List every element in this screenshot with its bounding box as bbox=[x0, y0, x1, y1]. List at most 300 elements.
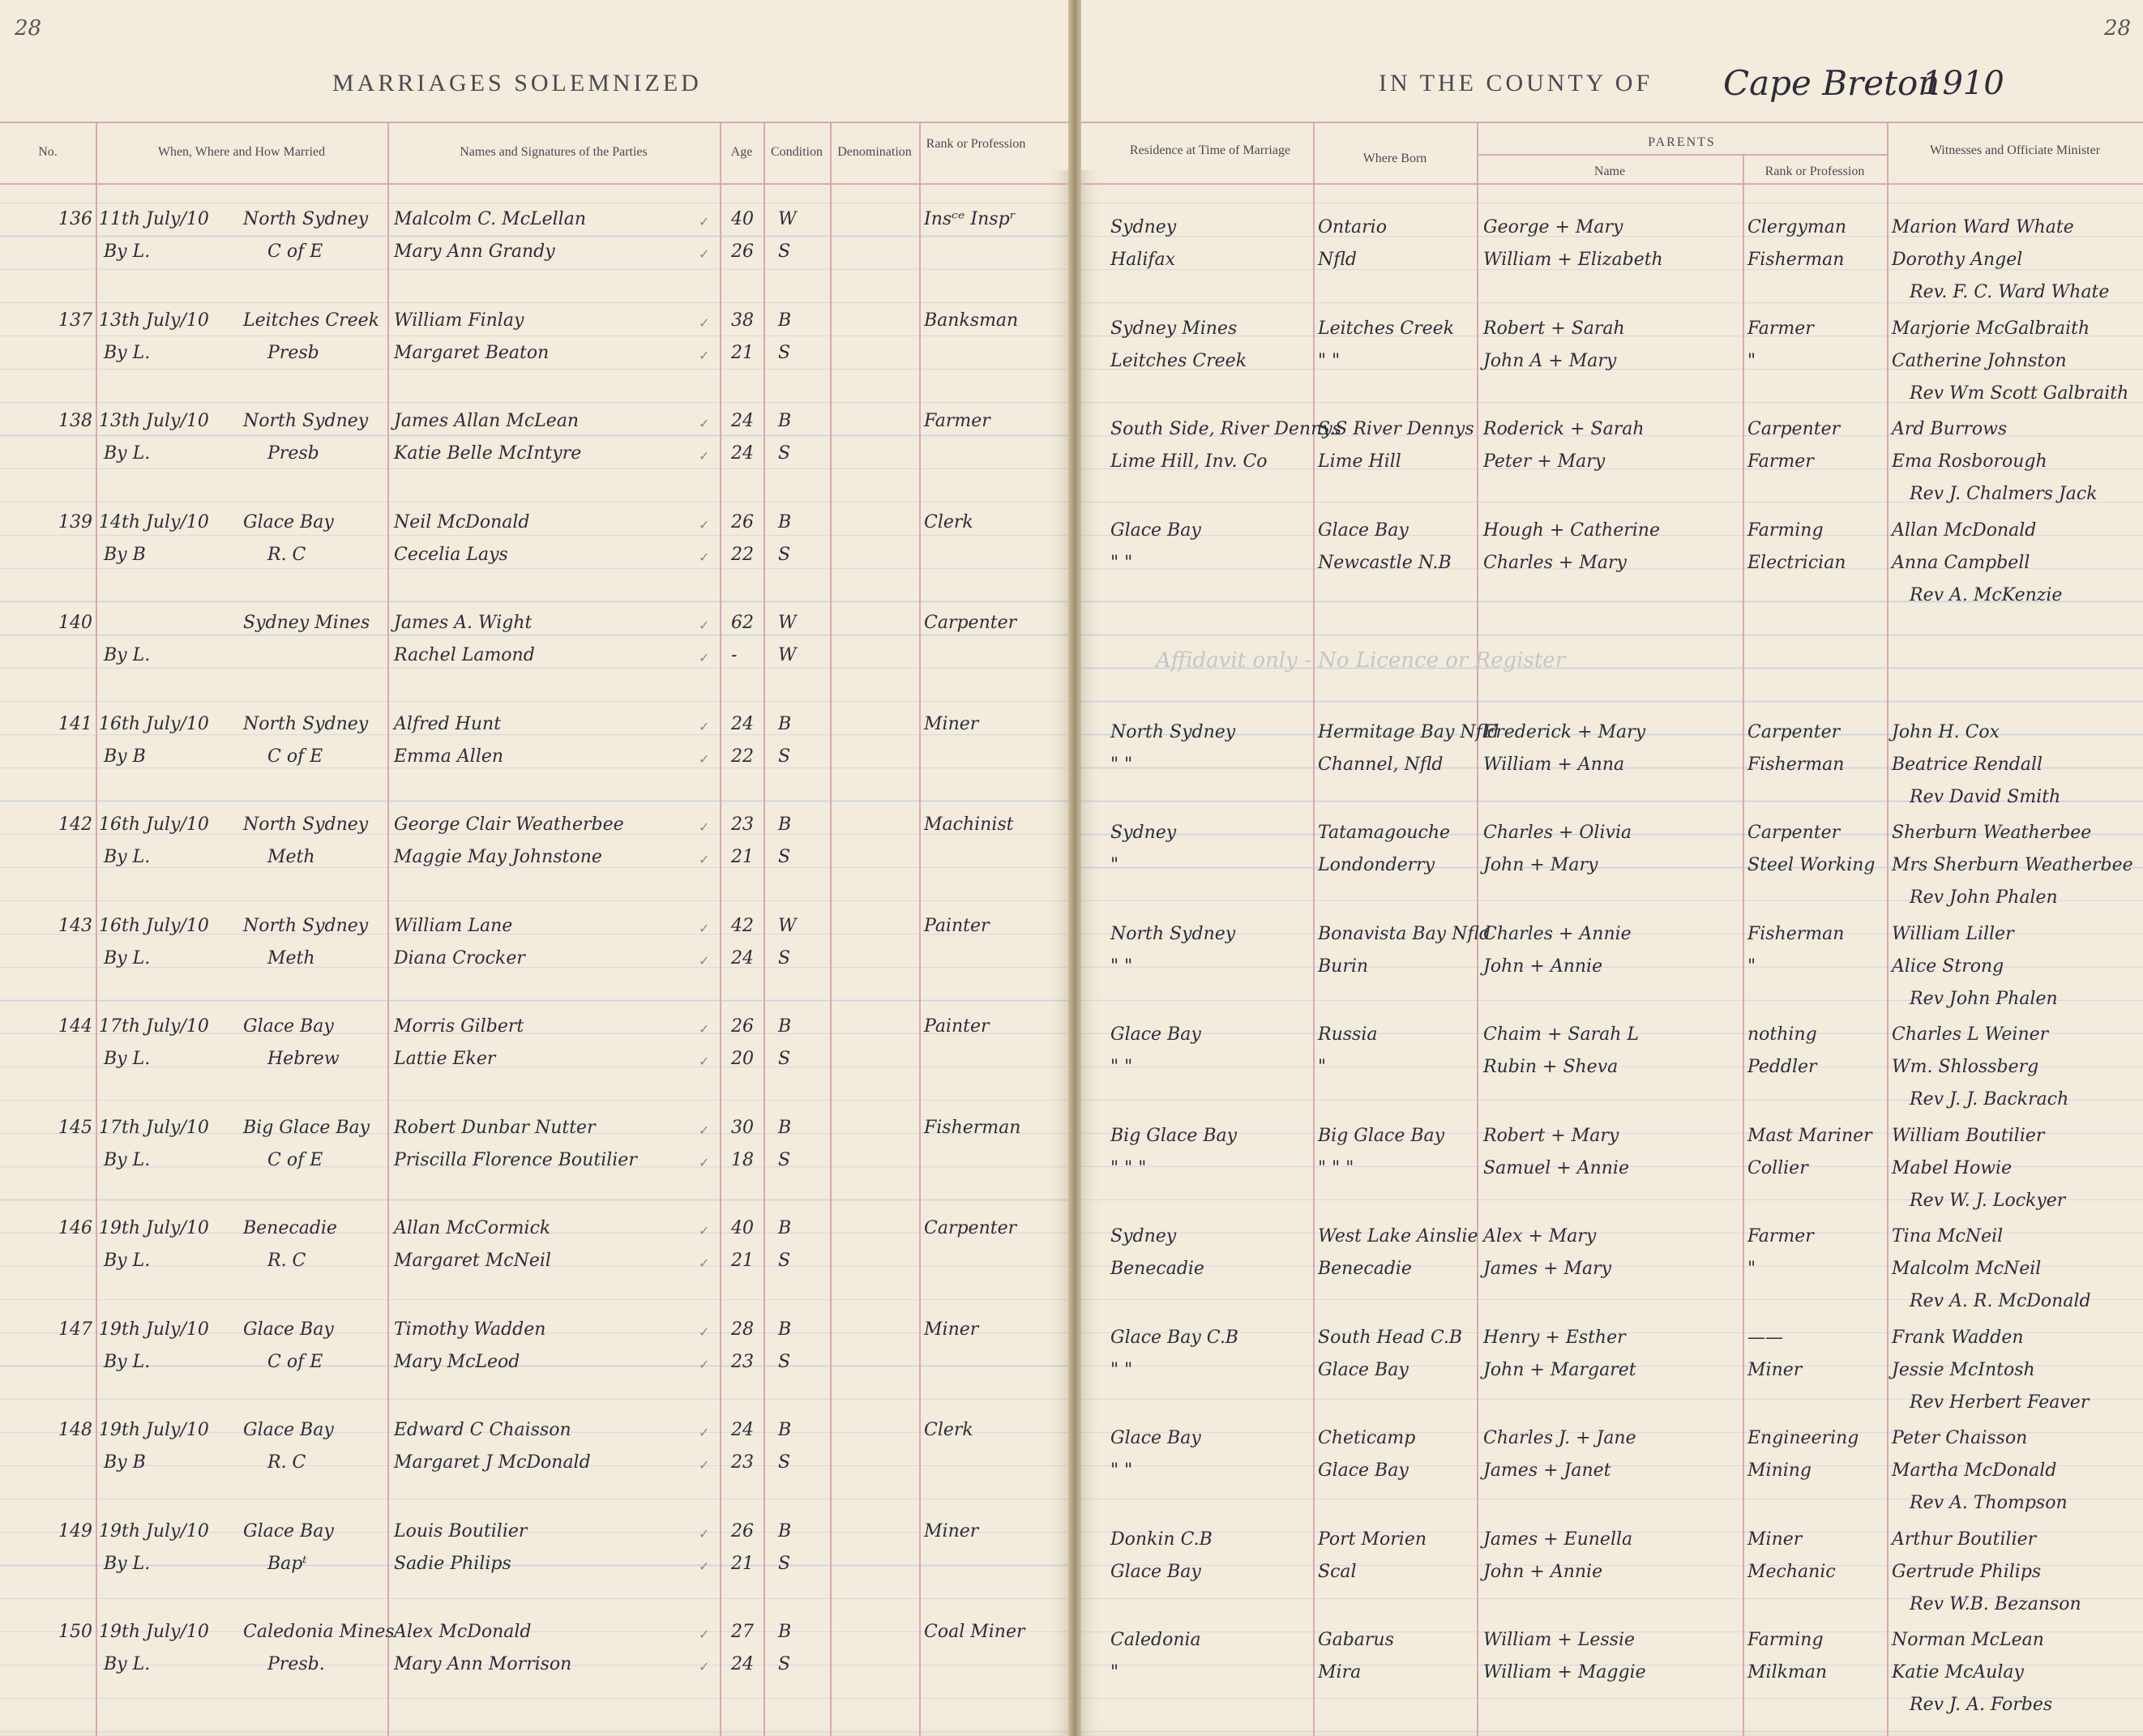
groom-birthplace: Leitches Creek bbox=[1318, 319, 1455, 339]
groom-rank-profession: Coal Miner bbox=[924, 1622, 1025, 1642]
bride-condition: S bbox=[778, 545, 791, 565]
groom-rank-profession: Miner bbox=[924, 714, 979, 734]
marriage-date: 14th July/10 bbox=[99, 512, 209, 532]
book-spine bbox=[1068, 0, 1081, 1736]
groom-residence: North Sydney bbox=[1110, 924, 1236, 944]
marriage-method: By L. bbox=[104, 1654, 151, 1674]
bride-residence: Halifax bbox=[1110, 250, 1176, 270]
groom-rank-profession: Miner bbox=[924, 1521, 979, 1541]
bride-condition: S bbox=[778, 1352, 791, 1372]
witness-1: Tina McNeil bbox=[1892, 1226, 2004, 1246]
col-header-parents-rank: Rank or Profession bbox=[1764, 165, 1865, 178]
marriage-method: By L. bbox=[104, 847, 151, 867]
groom-condition: B bbox=[778, 1319, 792, 1340]
groom-parents-rank: Carpenter bbox=[1747, 823, 1841, 843]
bride-name: Margaret J McDonald bbox=[394, 1452, 591, 1473]
marriage-date: 19th July/10 bbox=[99, 1319, 209, 1340]
bride-name: Mary McLeod bbox=[394, 1352, 520, 1372]
check-mark-icon: ✓ bbox=[699, 1627, 710, 1642]
bride-age: 21 bbox=[731, 847, 754, 867]
bride-residence: Benecadie bbox=[1110, 1259, 1204, 1279]
marriage-date: 17th July/10 bbox=[99, 1118, 209, 1138]
groom-parents-rank: Miner bbox=[1747, 1529, 1803, 1550]
marriage-denomination: Meth bbox=[267, 948, 315, 968]
groom-age: 40 bbox=[731, 209, 754, 229]
bride-parents-rank: Miner bbox=[1747, 1360, 1803, 1380]
groom-parents-rank: Farming bbox=[1747, 520, 1824, 541]
groom-parents-rank: Carpenter bbox=[1747, 722, 1841, 742]
bride-age: 20 bbox=[731, 1049, 754, 1069]
groom-name: James Allan McLean bbox=[394, 411, 580, 431]
groom-birthplace: Cheticamp bbox=[1318, 1428, 1416, 1448]
witness-1: Sherburn Weatherbee bbox=[1892, 823, 2092, 843]
bride-age: 18 bbox=[731, 1150, 754, 1170]
bride-condition: S bbox=[778, 443, 791, 464]
groom-parents-names: Charles + Annie bbox=[1483, 924, 1632, 944]
marriage-place: Glace Bay bbox=[243, 1016, 334, 1037]
bride-condition: S bbox=[778, 746, 791, 767]
marriage-date: 16th July/10 bbox=[99, 815, 209, 835]
groom-name: Timothy Wadden bbox=[394, 1319, 546, 1340]
officiating-minister: Rev David Smith bbox=[1910, 787, 2061, 807]
groom-parents-names: Robert + Mary bbox=[1483, 1126, 1619, 1146]
marriage-date: 11th July/10 bbox=[99, 209, 209, 229]
register-year: 1910 bbox=[1922, 65, 2004, 102]
bride-residence: " " bbox=[1110, 755, 1133, 775]
col-header-parents-name: Name bbox=[1593, 165, 1626, 178]
marriage-denomination: Presb bbox=[267, 343, 319, 363]
col-header-age: Age bbox=[730, 145, 753, 159]
witness-2: Jessie McIntosh bbox=[1892, 1360, 2035, 1380]
witness-2: Ema Rosborough bbox=[1892, 451, 2047, 472]
groom-name: Neil McDonald bbox=[394, 512, 530, 532]
bride-parents-rank: Electrician bbox=[1747, 553, 1846, 573]
bride-age: 22 bbox=[731, 545, 754, 565]
groom-birthplace: Glace Bay bbox=[1318, 520, 1409, 541]
groom-birthplace: Tatamagouche bbox=[1318, 823, 1451, 843]
bride-birthplace: Lime Hill bbox=[1318, 451, 1401, 472]
col-header-condition: Condition bbox=[770, 145, 823, 159]
groom-age: 28 bbox=[731, 1319, 754, 1340]
groom-residence: Sydney bbox=[1110, 217, 1177, 237]
check-mark-icon: ✓ bbox=[699, 1457, 710, 1473]
officiating-minister: Rev A. Thompson bbox=[1910, 1493, 2068, 1513]
marriage-date: 13th July/10 bbox=[99, 411, 209, 431]
groom-birthplace: West Lake Ainslie bbox=[1318, 1226, 1478, 1246]
marriage-place: Glace Bay bbox=[243, 1319, 334, 1340]
groom-rank-profession: Clerk bbox=[924, 1420, 973, 1440]
witness-2: Beatrice Rendall bbox=[1892, 755, 2043, 775]
marriage-denomination: Hebrew bbox=[267, 1049, 340, 1069]
marriage-place: North Sydney bbox=[243, 411, 369, 431]
marriage-date: 19th July/10 bbox=[99, 1218, 209, 1238]
bride-parents-rank: Fisherman bbox=[1747, 755, 1845, 775]
bride-birthplace: " bbox=[1318, 1057, 1327, 1077]
bride-name: Sadie Philips bbox=[394, 1554, 511, 1574]
groom-age: 24 bbox=[731, 411, 754, 431]
marriage-method: By B bbox=[104, 545, 146, 565]
column-rule bbox=[1313, 122, 1315, 1736]
officiating-minister: Rev J. A. Forbes bbox=[1910, 1695, 2053, 1715]
witness-1: Allan McDonald bbox=[1892, 520, 2037, 541]
marriage-method: By B bbox=[104, 1452, 146, 1473]
left-page-number: 28 bbox=[15, 16, 42, 41]
col-header-witnesses: Witnesses and Officiate Minister bbox=[1929, 143, 2101, 157]
bride-birthplace: Burin bbox=[1318, 956, 1369, 977]
officiating-minister: Rev. F. C. Ward Whate bbox=[1910, 282, 2110, 302]
witness-2: Wm. Shlossberg bbox=[1892, 1057, 2039, 1077]
officiating-minister: Rev Herbert Feaver bbox=[1910, 1392, 2090, 1413]
groom-age: 26 bbox=[731, 512, 754, 532]
column-rule bbox=[764, 122, 765, 1736]
bride-parents-names: Rubin + Sheva bbox=[1483, 1057, 1619, 1077]
bride-parents-names: James + Mary bbox=[1483, 1259, 1612, 1279]
marriage-denomination: C of E bbox=[267, 1352, 323, 1372]
groom-parents-names: Charles J. + Jane bbox=[1483, 1428, 1636, 1448]
check-mark-icon: ✓ bbox=[699, 1054, 710, 1069]
column-rule bbox=[720, 122, 721, 1736]
bride-parents-names: John + Margaret bbox=[1483, 1360, 1636, 1380]
groom-parents-names: Roderick + Sarah bbox=[1483, 419, 1645, 439]
groom-condition: B bbox=[778, 512, 792, 532]
groom-birthplace: Bonavista Bay Nfld bbox=[1318, 924, 1491, 944]
check-mark-icon: ✓ bbox=[699, 751, 710, 767]
groom-age: 40 bbox=[731, 1218, 754, 1238]
groom-name: Allan McCormick bbox=[394, 1218, 551, 1238]
groom-parents-names: Robert + Sarah bbox=[1483, 319, 1625, 339]
bride-birthplace: " " " bbox=[1318, 1158, 1354, 1178]
check-mark-icon: ✓ bbox=[699, 517, 710, 532]
bride-parents-rank: Collier bbox=[1747, 1158, 1808, 1178]
marriage-place: North Sydney bbox=[243, 209, 369, 229]
check-mark-icon: ✓ bbox=[699, 1155, 710, 1170]
column-rule bbox=[1887, 122, 1888, 1736]
check-mark-icon: ✓ bbox=[699, 416, 710, 431]
check-mark-icon: ✓ bbox=[699, 921, 710, 936]
marriage-place: North Sydney bbox=[243, 815, 369, 835]
groom-residence: Caledonia bbox=[1110, 1630, 1201, 1650]
witness-2: Gertrude Philips bbox=[1892, 1562, 2042, 1582]
groom-name: Louis Boutilier bbox=[394, 1521, 528, 1541]
check-mark-icon: ✓ bbox=[699, 719, 710, 734]
officiating-minister: Rev J. J. Backrach bbox=[1910, 1089, 2069, 1110]
bride-parents-names: James + Janet bbox=[1483, 1460, 1611, 1481]
bride-parents-rank: Mining bbox=[1747, 1460, 1812, 1481]
bride-parents-names: William + Elizabeth bbox=[1483, 250, 1663, 270]
witness-2: Mrs Sherburn Weatherbee bbox=[1892, 855, 2133, 875]
bride-parents-rank: " bbox=[1747, 1259, 1756, 1279]
groom-age: 23 bbox=[731, 815, 754, 835]
bride-age: 24 bbox=[731, 948, 754, 968]
bride-parents-rank: Milkman bbox=[1747, 1662, 1828, 1683]
bride-residence: " " bbox=[1110, 1057, 1133, 1077]
bride-age: 23 bbox=[731, 1352, 754, 1372]
affidavit-note: Affidavit only - No Licence or Register bbox=[1156, 648, 1566, 673]
groom-rank-profession: Carpenter bbox=[924, 1218, 1017, 1238]
bride-parents-names: William + Anna bbox=[1483, 755, 1625, 775]
bride-birthplace: Mira bbox=[1318, 1662, 1362, 1683]
witness-1: William Liller bbox=[1892, 924, 2014, 944]
bride-name: Priscilla Florence Boutilier bbox=[394, 1150, 637, 1170]
marriage-date: 16th July/10 bbox=[99, 916, 209, 936]
witness-1: Norman McLean bbox=[1892, 1630, 2044, 1650]
groom-name: Robert Dunbar Nutter bbox=[394, 1118, 596, 1138]
bride-age: 21 bbox=[731, 1554, 754, 1574]
marriage-denomination: C of E bbox=[267, 1150, 323, 1170]
marriage-date: 19th July/10 bbox=[99, 1622, 209, 1642]
groom-name: George Clair Weatherbee bbox=[394, 815, 624, 835]
bride-name: Maggie May Johnstone bbox=[394, 847, 602, 867]
groom-condition: B bbox=[778, 1622, 792, 1642]
county-name: Cape Breton bbox=[1723, 63, 1940, 103]
witness-2: Mabel Howie bbox=[1892, 1158, 2013, 1178]
groom-birthplace: Ontario bbox=[1318, 217, 1387, 237]
bride-parents-names: William + Maggie bbox=[1483, 1662, 1646, 1683]
bride-name: Cecelia Lays bbox=[394, 545, 508, 565]
col-header-parents: PARENTS bbox=[1648, 135, 1716, 149]
witness-2: Alice Strong bbox=[1892, 956, 2004, 977]
bride-parents-names: John + Annie bbox=[1483, 956, 1603, 977]
bride-parents-names: Charles + Mary bbox=[1483, 553, 1627, 573]
groom-parents-names: Alex + Mary bbox=[1483, 1226, 1597, 1246]
bride-name: Mary Ann Morrison bbox=[394, 1654, 572, 1674]
witness-1: Marjorie McGalbraith bbox=[1892, 319, 2090, 339]
groom-parents-rank: Farming bbox=[1747, 1630, 1824, 1650]
groom-rank-profession: Machinist bbox=[924, 815, 1014, 835]
bride-condition: W bbox=[778, 645, 797, 665]
groom-condition: B bbox=[778, 714, 792, 734]
groom-parents-rank: Carpenter bbox=[1747, 419, 1841, 439]
groom-residence: Big Glace Bay bbox=[1110, 1126, 1238, 1146]
marriage-date: 13th July/10 bbox=[99, 310, 209, 331]
entry-number: 137 bbox=[58, 310, 92, 331]
bride-birthplace: Scal bbox=[1318, 1562, 1357, 1582]
groom-age: 38 bbox=[731, 310, 754, 331]
entry-number: 146 bbox=[58, 1218, 92, 1238]
marriage-place: North Sydney bbox=[243, 916, 369, 936]
check-mark-icon: ✓ bbox=[699, 214, 710, 229]
marriage-place: Glace Bay bbox=[243, 512, 334, 532]
bride-name: Mary Ann Grandy bbox=[394, 242, 555, 262]
bride-residence: Glace Bay bbox=[1110, 1562, 1201, 1582]
bride-age: 26 bbox=[731, 242, 754, 262]
entry-number: 150 bbox=[58, 1622, 92, 1642]
officiating-minister: Rev A. McKenzie bbox=[1910, 585, 2063, 605]
header-bottom-rule bbox=[0, 183, 1075, 185]
right-page bbox=[1075, 0, 2143, 1736]
bride-age: 24 bbox=[731, 443, 754, 464]
check-mark-icon: ✓ bbox=[699, 448, 710, 464]
groom-residence: North Sydney bbox=[1110, 722, 1236, 742]
bride-birthplace: Newcastle N.B bbox=[1318, 553, 1452, 573]
groom-condition: B bbox=[778, 815, 792, 835]
check-mark-icon: ✓ bbox=[699, 348, 710, 363]
groom-rank-profession: Miner bbox=[924, 1319, 979, 1340]
bride-residence: " " bbox=[1110, 1460, 1133, 1481]
witness-1: William Boutilier bbox=[1892, 1126, 2045, 1146]
groom-condition: B bbox=[778, 1016, 792, 1037]
groom-birthplace: Hermitage Bay Nfld bbox=[1318, 722, 1499, 742]
groom-birthplace: S.S River Dennys bbox=[1318, 419, 1474, 439]
marriage-method: By L. bbox=[104, 1251, 151, 1271]
bride-condition: S bbox=[778, 1554, 791, 1574]
officiating-minister: Rev John Phalen bbox=[1910, 887, 2058, 908]
bride-parents-rank: Steel Working bbox=[1747, 855, 1876, 875]
entry-number: 144 bbox=[58, 1016, 92, 1037]
bride-age: - bbox=[731, 645, 738, 665]
entry-number: 147 bbox=[58, 1319, 92, 1340]
bride-parents-names: John + Annie bbox=[1483, 1562, 1603, 1582]
bride-birthplace: " " bbox=[1318, 351, 1341, 371]
groom-parents-names: James + Eunella bbox=[1483, 1529, 1633, 1550]
bride-condition: S bbox=[778, 1251, 791, 1271]
witness-2: Anna Campbell bbox=[1892, 553, 2030, 573]
bride-age: 21 bbox=[731, 1251, 754, 1271]
groom-parents-names: Henry + Esther bbox=[1483, 1328, 1626, 1348]
marriage-denomination: Meth bbox=[267, 847, 315, 867]
marriage-place: Benecadie bbox=[243, 1218, 337, 1238]
column-rule bbox=[1743, 154, 1744, 1736]
groom-residence: Sydney bbox=[1110, 823, 1177, 843]
groom-age: 26 bbox=[731, 1521, 754, 1541]
groom-condition: W bbox=[778, 613, 797, 633]
check-mark-icon: ✓ bbox=[699, 1324, 710, 1340]
bride-age: 22 bbox=[731, 746, 754, 767]
bride-residence: " " " bbox=[1110, 1158, 1147, 1178]
groom-condition: B bbox=[778, 1118, 792, 1138]
groom-rank-profession: Clerk bbox=[924, 512, 973, 532]
column-rule bbox=[919, 122, 921, 1736]
groom-rank-profession: Painter bbox=[924, 916, 990, 936]
groom-name: James A. Wight bbox=[394, 613, 533, 633]
witness-1: Marion Ward Whate bbox=[1892, 217, 2074, 237]
bride-birthplace: Londonderry bbox=[1318, 855, 1435, 875]
groom-parents-names: George + Mary bbox=[1483, 217, 1623, 237]
groom-birthplace: Port Morien bbox=[1318, 1529, 1427, 1550]
officiating-minister: Rev J. Chalmers Jack bbox=[1910, 484, 2098, 504]
groom-parents-rank: —— bbox=[1747, 1328, 1783, 1348]
bride-name: Diana Crocker bbox=[394, 948, 525, 968]
check-mark-icon: ✓ bbox=[699, 953, 710, 968]
bride-residence: " " bbox=[1110, 956, 1133, 977]
marriage-place: Glace Bay bbox=[243, 1521, 334, 1541]
entry-number: 139 bbox=[58, 512, 92, 532]
groom-parents-rank: Clergyman bbox=[1747, 217, 1847, 237]
bride-parents-rank: Farmer bbox=[1747, 451, 1814, 472]
marriage-denomination: R. C bbox=[267, 545, 306, 565]
header-top-rule bbox=[0, 122, 1075, 123]
groom-parents-names: Chaim + Sarah L bbox=[1483, 1024, 1640, 1045]
bride-condition: S bbox=[778, 1654, 791, 1674]
groom-parents-names: William + Lessie bbox=[1483, 1630, 1636, 1650]
col-header-born: Where Born bbox=[1362, 152, 1427, 165]
marriage-method: By L. bbox=[104, 645, 151, 665]
officiating-minister: Rev A. R. McDonald bbox=[1910, 1291, 2091, 1311]
left-page-title: MARRIAGES SOLEMNIZED bbox=[332, 70, 702, 96]
bride-parents-rank: " bbox=[1747, 351, 1756, 371]
groom-birthplace: Big Glace Bay bbox=[1318, 1126, 1445, 1146]
col-header-names: Names and Signatures of the Parties bbox=[460, 145, 648, 159]
marriage-date: 16th July/10 bbox=[99, 714, 209, 734]
groom-condition: W bbox=[778, 209, 797, 229]
witness-1: John H. Cox bbox=[1892, 722, 2000, 742]
witness-2: Malcolm McNeil bbox=[1892, 1259, 2042, 1279]
bride-condition: S bbox=[778, 1049, 791, 1069]
marriage-date: 17th July/10 bbox=[99, 1016, 209, 1037]
marriage-method: By L. bbox=[104, 1150, 151, 1170]
col-header-when: When, Where and How Married bbox=[157, 145, 326, 159]
marriage-method: By L. bbox=[104, 1352, 151, 1372]
bride-condition: S bbox=[778, 1150, 791, 1170]
entry-number: 142 bbox=[58, 815, 92, 835]
groom-condition: B bbox=[778, 310, 792, 331]
groom-residence: South Side, River Dennys bbox=[1110, 419, 1341, 439]
bride-residence: " bbox=[1110, 1662, 1119, 1683]
groom-residence: Glace Bay bbox=[1110, 1024, 1201, 1045]
witness-1: Frank Wadden bbox=[1892, 1328, 2024, 1348]
marriage-method: By L. bbox=[104, 443, 151, 464]
bride-name: Katie Belle McIntyre bbox=[394, 443, 582, 464]
col-header-denomination: Denomination bbox=[837, 145, 912, 159]
witness-1: Charles L Weiner bbox=[1892, 1024, 2049, 1045]
check-mark-icon: ✓ bbox=[699, 852, 710, 867]
groom-residence: Sydney Mines bbox=[1110, 319, 1238, 339]
witness-2: Martha McDonald bbox=[1892, 1460, 2057, 1481]
bride-name: Margaret McNeil bbox=[394, 1251, 551, 1271]
check-mark-icon: ✓ bbox=[699, 1122, 710, 1138]
check-mark-icon: ✓ bbox=[699, 1425, 710, 1440]
bride-birthplace: Benecadie bbox=[1318, 1259, 1412, 1279]
groom-parents-rank: nothing bbox=[1747, 1024, 1817, 1045]
groom-residence: Donkin C.B bbox=[1110, 1529, 1213, 1550]
check-mark-icon: ✓ bbox=[699, 1659, 710, 1674]
check-mark-icon: ✓ bbox=[699, 1223, 710, 1238]
groom-rank-profession: Banksman bbox=[924, 310, 1019, 331]
bride-condition: S bbox=[778, 847, 791, 867]
bride-parents-rank: Mechanic bbox=[1747, 1562, 1836, 1582]
check-mark-icon: ✓ bbox=[699, 1357, 710, 1372]
groom-residence: Glace Bay C.B bbox=[1110, 1328, 1238, 1348]
bride-residence: " bbox=[1110, 855, 1119, 875]
groom-parents-rank: Mast Mariner bbox=[1747, 1126, 1872, 1146]
marriage-denomination: R. C bbox=[267, 1251, 306, 1271]
entry-number: 138 bbox=[58, 411, 92, 431]
groom-residence: Glace Bay bbox=[1110, 520, 1201, 541]
check-mark-icon: ✓ bbox=[699, 549, 710, 565]
groom-age: 24 bbox=[731, 1420, 754, 1440]
bride-parents-names: John + Mary bbox=[1483, 855, 1598, 875]
officiating-minister: Rev John Phalen bbox=[1910, 989, 2058, 1009]
bride-parents-rank: " bbox=[1747, 956, 1756, 977]
bride-age: 24 bbox=[731, 1654, 754, 1674]
check-mark-icon: ✓ bbox=[699, 1021, 710, 1037]
marriage-place: Big Glace Bay bbox=[243, 1118, 370, 1138]
marriage-date: 19th July/10 bbox=[99, 1521, 209, 1541]
groom-condition: B bbox=[778, 1218, 792, 1238]
witness-1: Arthur Boutilier bbox=[1892, 1529, 2037, 1550]
groom-name: William Finlay bbox=[394, 310, 524, 331]
marriage-denomination: C of E bbox=[267, 746, 323, 767]
groom-name: Alfred Hunt bbox=[394, 714, 502, 734]
marriage-method: By L. bbox=[104, 948, 151, 968]
parents-sub-rule bbox=[1477, 154, 1887, 156]
bride-age: 21 bbox=[731, 343, 754, 363]
marriage-method: By B bbox=[104, 746, 146, 767]
marriage-place: Leitches Creek bbox=[243, 310, 380, 331]
groom-age: 24 bbox=[731, 714, 754, 734]
marriage-place: Sydney Mines bbox=[243, 613, 370, 633]
groom-parents-rank: Fisherman bbox=[1747, 924, 1845, 944]
